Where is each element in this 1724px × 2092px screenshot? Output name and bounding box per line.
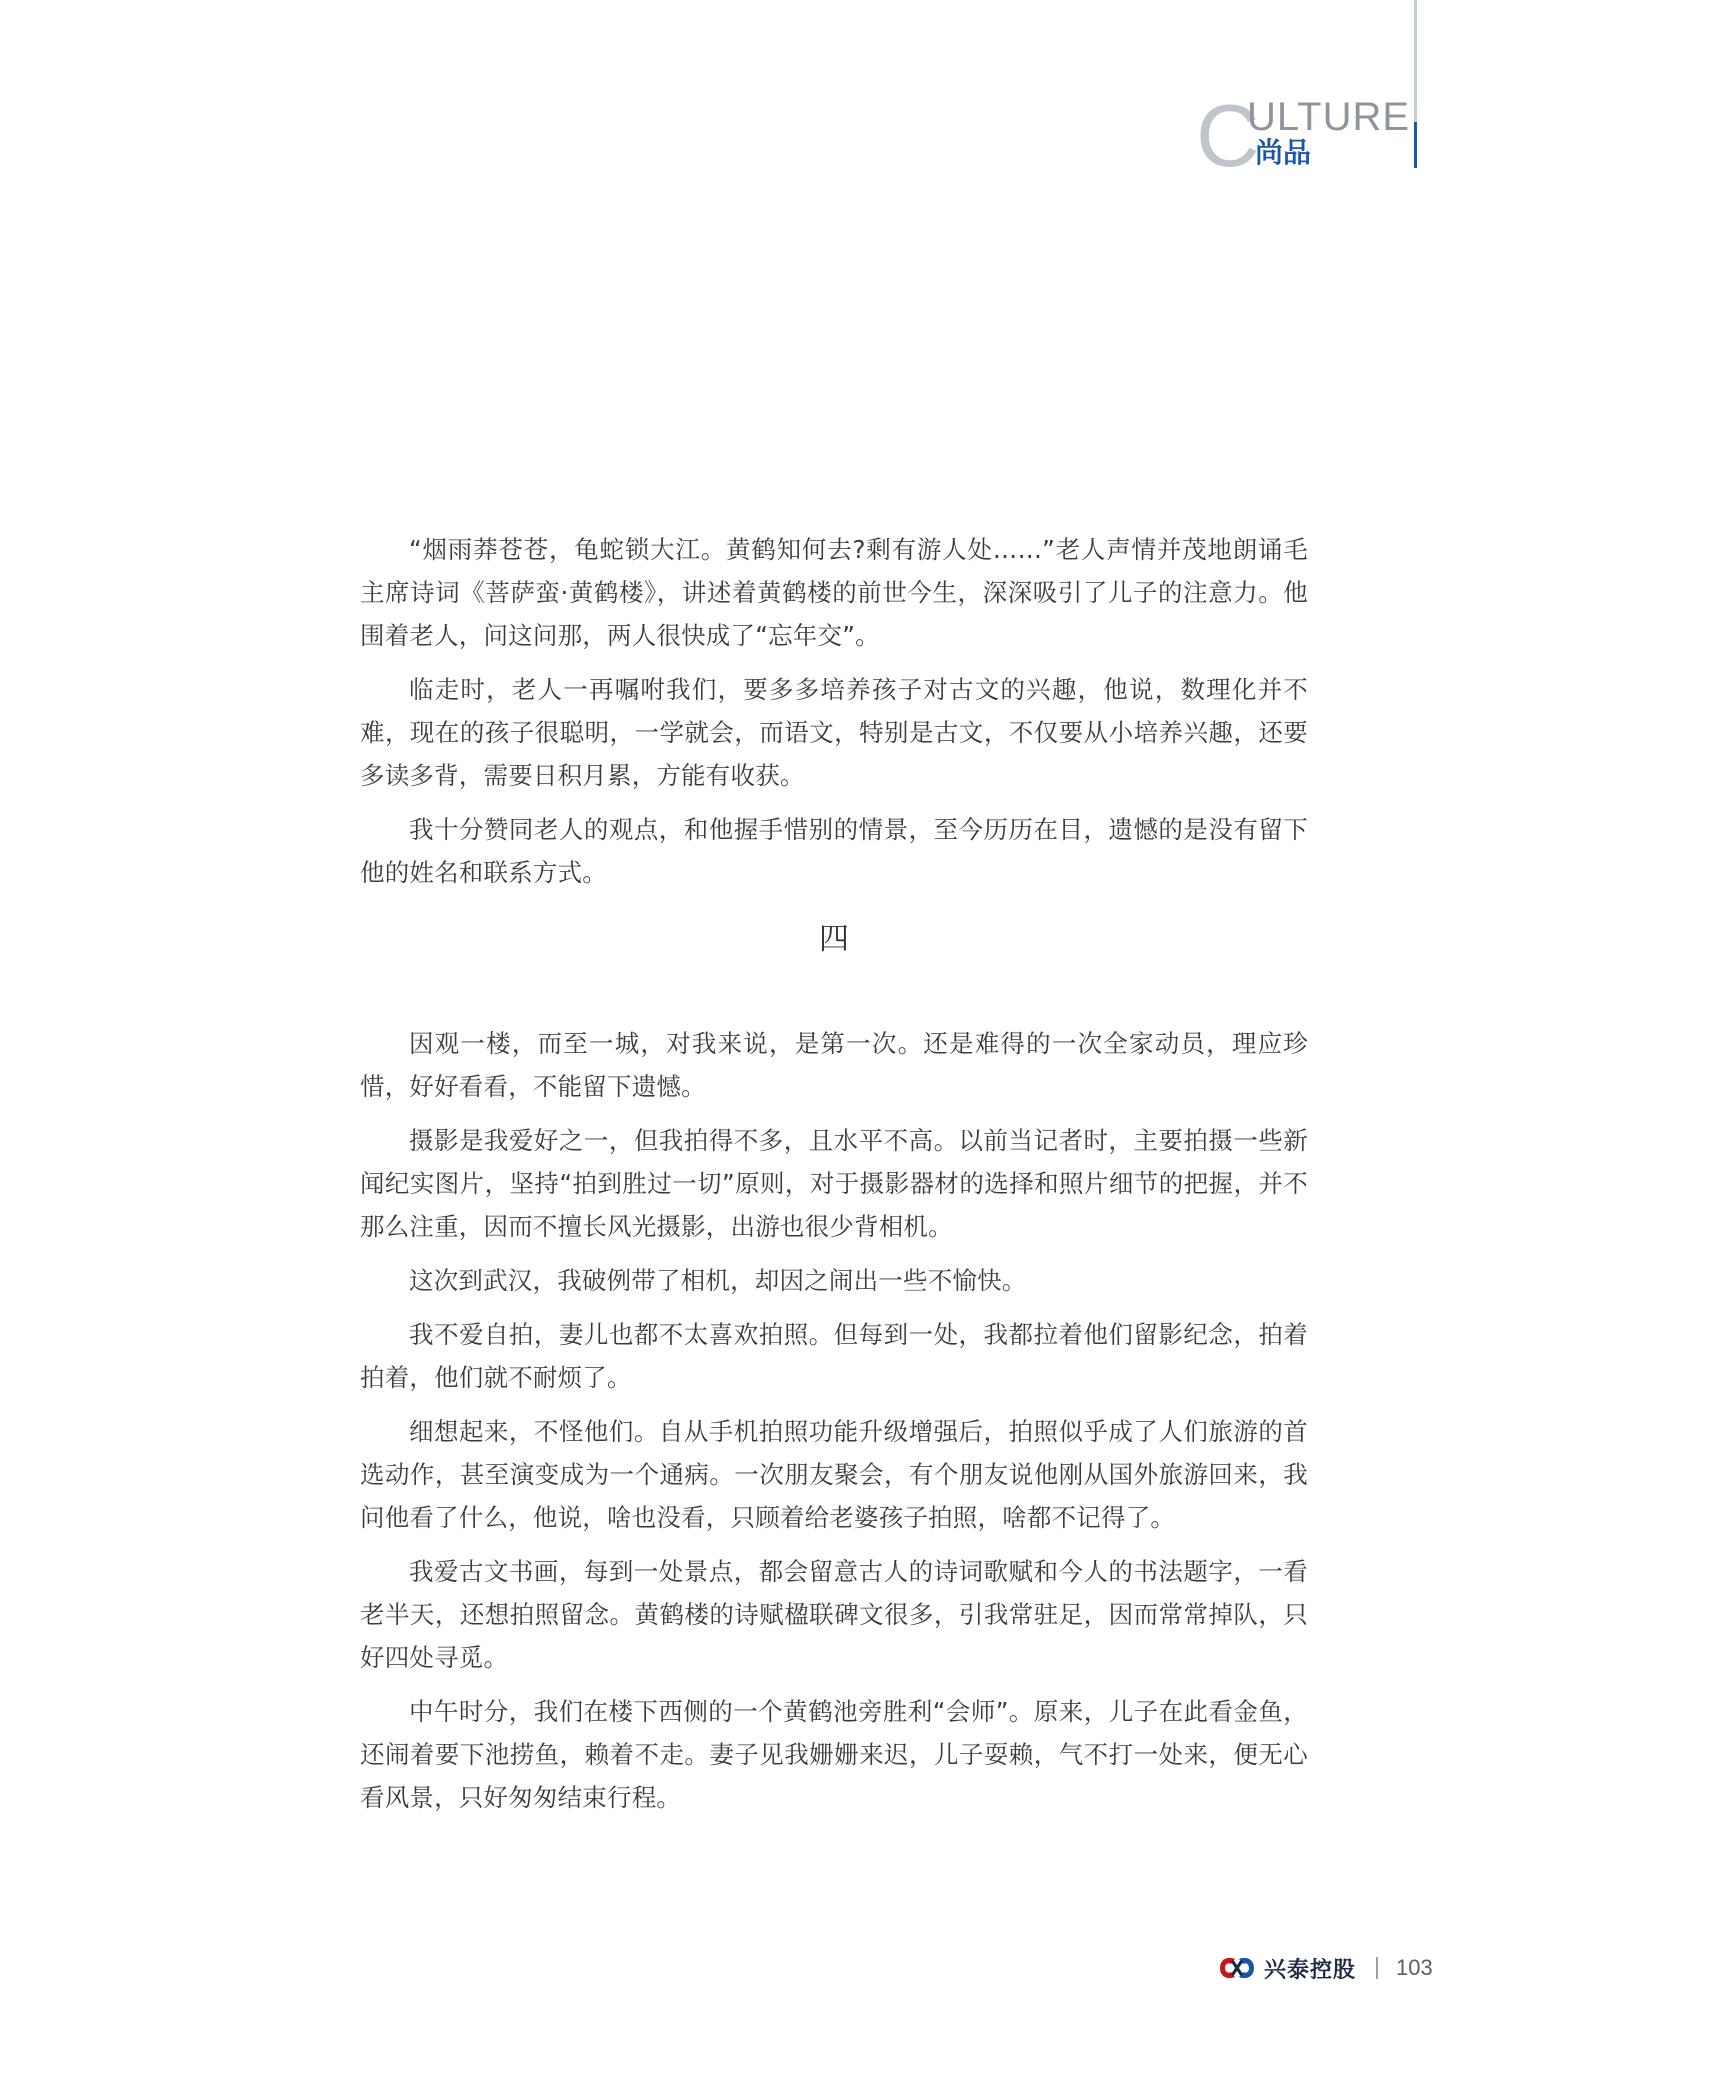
- header-culture-word: ULTURE: [1247, 95, 1411, 139]
- paragraph: 我不爱自拍，妻儿也都不太喜欢拍照。但每到一处，我都拉着他们留影纪念，拍着拍着，他们就不耐烦了。: [360, 1320, 1308, 1392]
- paragraph: 中午时分，我们在楼下西侧的一个黄鹤池旁胜利“会师”。原来，儿子在此看金鱼，还闹着要下池捞鱼，赖着不走。妻子见我姗姗来迟，儿子耍赖，气不打一处来，便无心看风景，只好匆匆结束行程。: [360, 1697, 1308, 1812]
- paragraph: 这次到武汉，我破例带了相机，却因之闹出一些不愉快。: [409, 1266, 1027, 1295]
- paragraph: 摄影是我爱好之一，但我拍得不多，且水平不高。以前当记者时，主要拍摄一些新闻纪实图片，坚持“拍到胜过一切”原则，对于摄影器材的选择和照片细节的把握，并不那么注重，因而不擅长风光摄影，出游也很少背相机。: [360, 1126, 1308, 1241]
- paragraph: 我爱古文书画，每到一处景点，都会留意古人的诗词歌赋和今人的书法题字，一看老半天，还想拍照留念。黄鹤楼的诗赋楹联碑文很多，引我常驻足，因而常常掉队，只好四处寻觅。: [360, 1557, 1308, 1672]
- paragraph: 临走时，老人一再嘱咐我们，要多多培养孩子对古文的兴趣，他说，数理化并不难，现在的孩子很聪明，一学就会，而语文，特别是古文，不仅要从小培养兴趣，还要多读多背，需要日积月累，方能有收获。: [360, 675, 1308, 790]
- paragraph: “烟雨莽苍苍，龟蛇锁大江。黄鹤知何去?剩有游人处……”老人声情并茂地朗诵毛主席诗词《菩萨蛮·黄鹤楼》，讲述着黄鹤楼的前世今生，深深吸引了儿子的注意力。他围着老人，问这问那，两人很快成了“忘年交”。: [360, 535, 1308, 650]
- article-body: [360, 528, 1308, 1830]
- header-accent-bar: [1414, 122, 1417, 168]
- paragraph: 因观一楼，而至一城，对我来说，是第一次。还是难得的一次全家动员，理应珍惜，好好看看，不能留下遗憾。: [360, 1029, 1308, 1101]
- company-name: 兴泰控股: [1264, 1957, 1357, 1983]
- section-heading: 四: [819, 922, 849, 957]
- paragraph: 我十分赞同老人的观点，和他握手惜别的情景，至今历历在目，遗憾的是没有留下他的姓名和联系方式。: [360, 815, 1308, 887]
- paragraph: 细想起来，不怪他们。自从手机拍照功能升级增强后，拍照似乎成了人们旅游的首选动作，甚至演变成为一个通病。一次朋友聚会，有个朋友说他刚从国外旅游回来，我问他看了什么，他说，啥也没看，只顾着给老婆孩子拍照，啥都不记得了。: [360, 1417, 1308, 1532]
- header-culture-c-letter: C: [1196, 86, 1260, 185]
- page-number: 103: [1396, 1955, 1433, 1980]
- company-logo-icon: [1218, 1954, 1256, 1982]
- header-section-name: 尚品: [1255, 136, 1312, 169]
- page-footer: [1218, 1950, 1433, 1986]
- footer-separator: [1376, 1957, 1378, 1979]
